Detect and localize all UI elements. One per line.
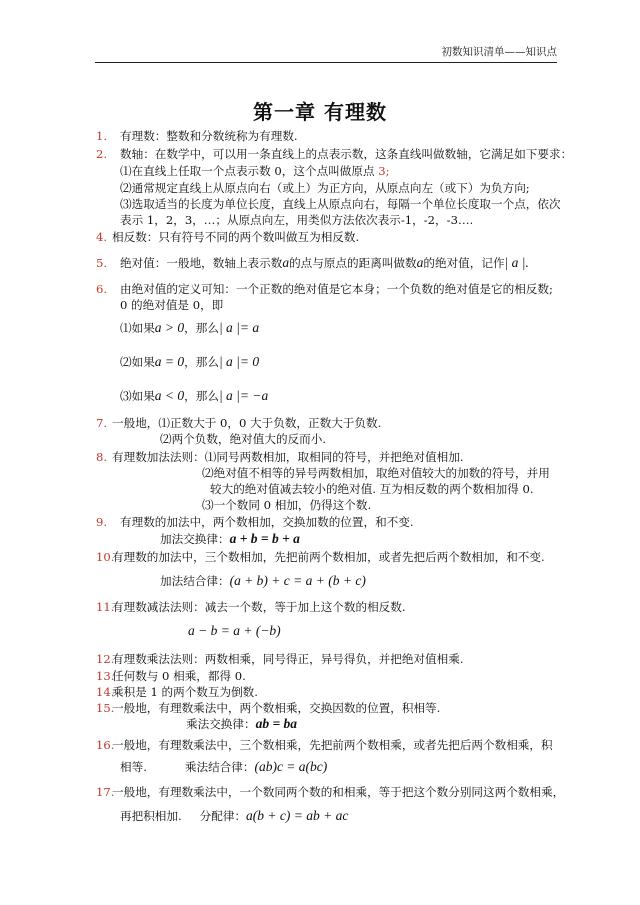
text-line: 有理数加法法则：⑴同号两数相加，取相同的符号，并把绝对值相加. [112,450,464,464]
text-line: 相反数：只有符号不同的两个数叫做互为相反数. [112,230,360,244]
law-line: 再把积相加. 分配律：a(b + c) = ab + ac [120,808,349,823]
item-number: 6. [96,282,108,296]
item-number: 2. [96,147,108,161]
item-number: 16. [96,738,115,752]
text-line: 有理数乘法法则：两数相乘，同号得正，异号得负，并把绝对值相乘. [112,652,464,666]
text-line: 有理数的加法中，两个数相加，交换加数的位置，和不变. [120,515,414,529]
case-line: ⑵如果a = 0，那么| a |= 0 [120,354,260,369]
text-line: 乘积是 1 的两个数互为倒数. [112,685,258,699]
item-number: 11. [96,600,115,614]
item-number: 7. [96,416,108,430]
text-line: ⑵通常规定直线上从原点向右（或上）为正方向，从原点向左（或下）为负方向; [120,181,530,195]
text-line: 任何数与 0 相乘，都得 0. [112,669,246,683]
item-number: 17. [96,785,115,799]
text-line: 有理数：整数和分数统称为有理数. [120,129,298,143]
text-line: 有理数的加法中，三个数相加，先把前两个数相加，或者先把后两个数相加，和不变. [112,550,545,564]
text-line: ⑵绝对值不相等的异号两数相加，取绝对值较大的加数的符号，并用 [202,466,550,480]
item-number: 1. [96,129,108,143]
text-line: 0 的绝对值是 0，即 [120,298,224,312]
text-line: 由绝对值的定义可知：一个正数的绝对值是它本身；一个负数的绝对值是它的相反数; [120,282,553,296]
item-number: 4. [96,230,108,244]
law-line: 相等. 乘法结合律：(ab)c = a(bc) [120,759,328,774]
text-line: 一般地，有理数乘法中，三个数相乘，先把前两个数相乘，或者先把后两个数相乘，积 [112,738,553,752]
text-line: 较大的绝对值减去较小的绝对值. 互为相反数的两个数相加得 0. [210,482,534,496]
law-line: 加法交换律：a + b = b + a [160,531,300,546]
text-line: ⑵两个负数，绝对值大的反而小. [160,432,326,446]
chapter-title: 第一章 有理数 [253,100,387,124]
item-number: 8. [96,450,108,464]
item-number: 13. [96,669,115,683]
item-number: 15. [96,701,115,715]
text-line: ⑶一个数同 0 相加，仍得这个数. [202,498,372,512]
page-header: 初数知识清单——知识点 [95,44,557,63]
law-line: 加法结合律：(a + b) + c = a + (b + c) [160,573,366,588]
text-line: ⑶选取适当的长度为单位长度，直线上从原点向右，每隔一个单位长度取一个点，依次 [120,197,561,211]
text-line: 一般地，⑴正数大于 0，0 大于负数，正数大于负数. [112,416,382,430]
item-number: 10. [96,550,115,564]
text-line: 有理数减法法则：减去一个数，等于加上这个数的相反数. [112,600,406,614]
case-line: ⑶如果a < 0，那么| a |= −a [120,388,269,403]
case-line: ⑴如果a > 0，那么| a |= a [120,320,260,335]
text-line: 数轴：在数学中，可以用一条直线上的点表示数，这条直线叫做数轴，它满足如下要求： [120,147,573,161]
item-number: 5. [96,256,108,270]
law-line: 乘法交换律：ab = ba [186,716,298,731]
text-line: 绝对值：一般地，数轴上表示数a的点与原点的距离叫做数a的绝对值，记作| a |. [120,255,529,270]
text-line: ⑴在直线上任取一个点表示数 0，这个点叫做原点 3; [120,164,390,178]
text-line: 表示 1，2，3，…；从原点向左，用类似方法依次表示-1，-2，-3…. [120,213,474,227]
text-line: 一般地，有理数乘法中，一个数同两个数的和相乘，等于把这个数分别同这两个数相乘， [112,785,565,799]
item-number: 14. [96,685,115,699]
text-line: 一般地，有理数乘法中，两个数相乘，交换因数的位置，积相等. [112,701,441,715]
formula-line: a − b = a + (−b) [188,623,281,638]
item-number: 9. [96,515,108,529]
item-number: 12. [96,652,115,666]
